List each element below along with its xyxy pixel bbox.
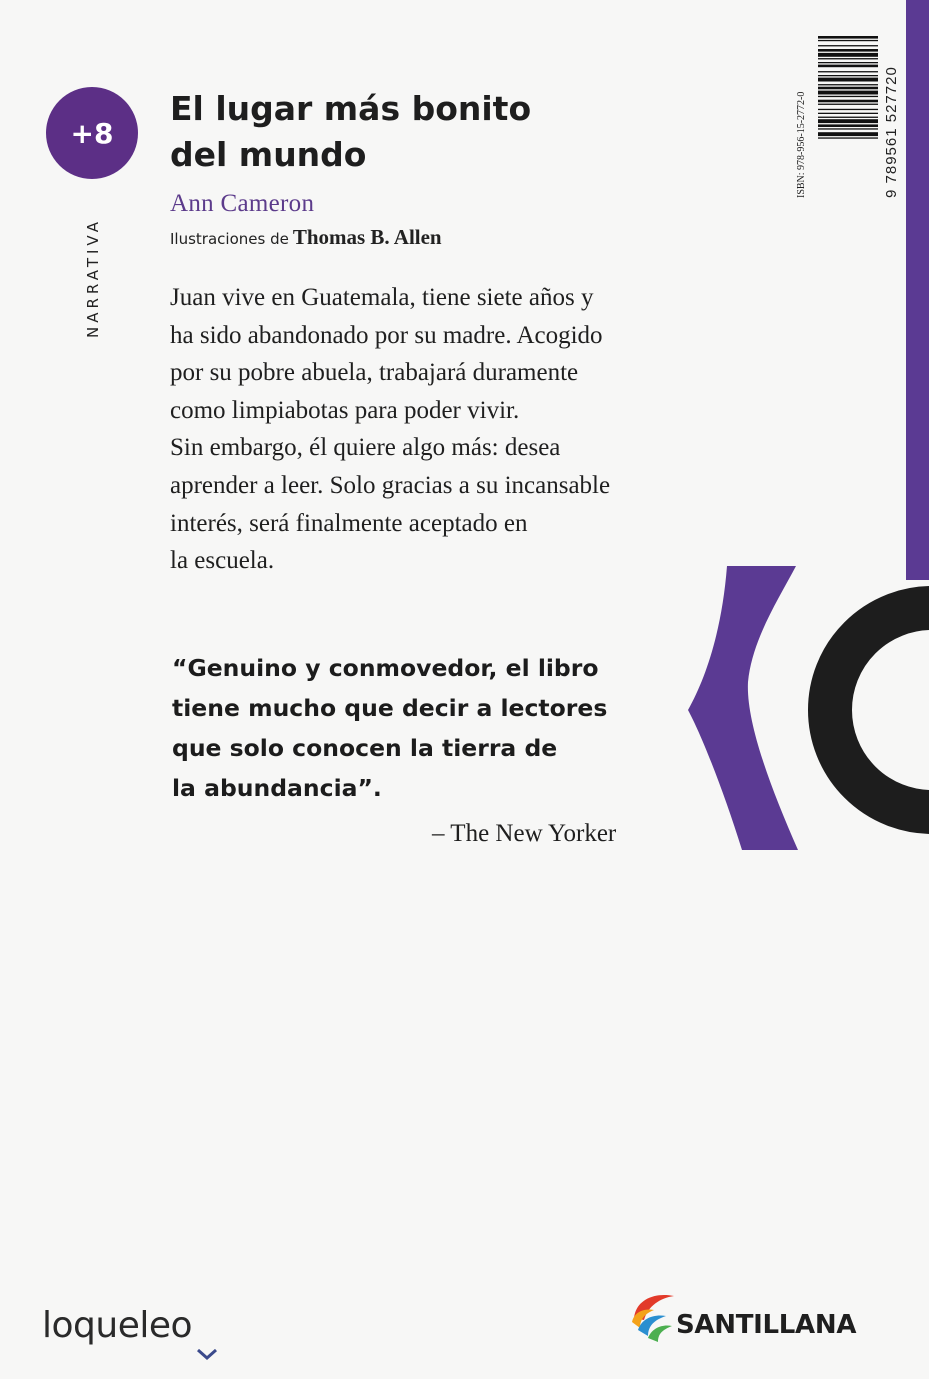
synopsis-line: por su pobre abuela, trabajará duramente bbox=[170, 359, 579, 387]
barcode-bar bbox=[818, 40, 878, 41]
synopsis bbox=[170, 279, 730, 580]
barcode-bar bbox=[818, 137, 878, 138]
synopsis-line: Juan vive en Guatemala, tiene siete años y bbox=[170, 284, 594, 311]
age-badge: +8 bbox=[46, 87, 138, 179]
synopsis-line: Sin embargo, él quiere algo más: desea bbox=[170, 434, 561, 462]
barcode bbox=[790, 30, 900, 200]
illustrator-prefix: Ilustraciones de bbox=[170, 230, 289, 248]
barcode-bar bbox=[818, 91, 878, 95]
barcode-digits: 9 789561 527720 bbox=[883, 66, 900, 198]
barcode-bar bbox=[818, 100, 878, 103]
barcode-bar bbox=[818, 124, 878, 127]
barcode-bar bbox=[818, 109, 878, 110]
synopsis-line: aprender a leer. Solo gracias a su incansable bbox=[170, 471, 611, 499]
barcode-bar bbox=[818, 87, 878, 90]
barcode-bar bbox=[818, 45, 878, 46]
author-name: Ann Cameron bbox=[170, 190, 315, 217]
book-title bbox=[170, 86, 690, 178]
quote-line: la abundancia”. bbox=[172, 774, 382, 802]
quote-line: que solo conocen la tierra de bbox=[172, 734, 558, 762]
illustrator-name: Thomas B. Allen bbox=[292, 225, 442, 249]
synopsis-line: como limpiabotas para poder vivir. bbox=[170, 396, 520, 424]
synopsis-line: la escuela. bbox=[170, 547, 275, 575]
barcode-bar bbox=[818, 117, 878, 118]
barcode-bar bbox=[818, 75, 878, 76]
quote-source: – The New Yorker bbox=[432, 820, 617, 847]
isbn-label: ISBN: 978-956-15-2772-0 bbox=[796, 91, 807, 198]
barcode-bar bbox=[818, 71, 878, 72]
synopsis-line: ha sido abandonado por su madre. Acogido bbox=[170, 321, 603, 349]
chevron-down-icon bbox=[196, 1348, 218, 1360]
santillana-logo: SANTILLANA bbox=[676, 1310, 857, 1340]
barcode-bar bbox=[818, 53, 878, 57]
purple-edge-band bbox=[906, 0, 929, 580]
barcode-bar bbox=[818, 128, 878, 129]
synopsis-line: interés, será finalmente aceptado en bbox=[170, 509, 528, 537]
quote-line: tiene mucho que decir a lectores bbox=[172, 694, 608, 722]
decorative-bracket-ring-graphic bbox=[680, 560, 929, 860]
barcode-bar bbox=[818, 104, 878, 105]
barcode-bar bbox=[818, 65, 878, 68]
barcode-bar bbox=[818, 132, 878, 136]
barcode-bar bbox=[818, 113, 878, 114]
book-title-line-2: del mundo bbox=[170, 135, 367, 174]
loqueleo-logo: loqueleo bbox=[42, 1305, 193, 1346]
barcode-bar bbox=[818, 58, 878, 59]
book-title-line-1: El lugar más bonito bbox=[170, 89, 532, 128]
barcode-bar bbox=[818, 119, 878, 123]
barcode-bar bbox=[818, 49, 878, 52]
genre-label: NARRATIVA bbox=[84, 218, 102, 338]
quote-line: “Genuino y conmovedor, el libro bbox=[172, 654, 599, 682]
review-quote bbox=[172, 648, 692, 808]
illustrator-credit bbox=[170, 225, 442, 250]
barcode-bar bbox=[818, 84, 878, 85]
barcode-bar bbox=[818, 96, 878, 97]
barcode-bar bbox=[818, 36, 878, 39]
barcode-bar bbox=[818, 78, 878, 82]
barcode-bar bbox=[818, 62, 878, 63]
